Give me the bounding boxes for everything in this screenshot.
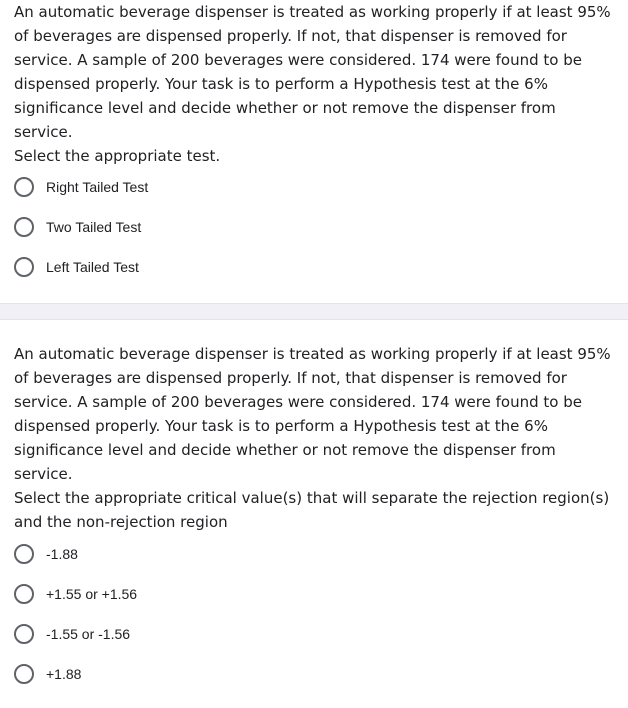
radio-unchecked-icon[interactable]	[14, 177, 34, 197]
options-list	[14, 534, 137, 694]
radio-unchecked-icon[interactable]	[14, 584, 34, 604]
question-card-1	[0, 0, 628, 303]
radio-unchecked-icon[interactable]	[14, 624, 34, 644]
option-right-tailed-test[interactable]	[14, 167, 148, 207]
option-minus-1-88[interactable]	[14, 534, 137, 574]
option-plus-1-55-or-plus-1-56[interactable]	[14, 574, 137, 614]
option-left-tailed-test[interactable]	[14, 247, 148, 287]
question-card-2	[0, 320, 628, 708]
card-separator	[0, 303, 628, 320]
question-text: An automatic beverage dispenser is treated as working properly if at least 95% of beverages are dispensed properly. If not, that dispenser is removed for service. A sample of 200 beverages were considered. 174 were found to be dispensed properly. Your task is to perform a Hypothesis test at the 6% significance level and decide whether or not remove the dispenser from service. Select the appropriate test.	[14, 3, 611, 165]
option-two-tailed-test[interactable]	[14, 207, 148, 247]
question-text: An automatic beverage dispenser is treated as working properly if at least 95% of beverages are dispensed properly. If not, that dispenser is removed for service. A sample of 200 beverages were considered. 174 were found to be dispensed properly. Your task is to perform a Hypothesis test at the 6% significance level and decide whether or not remove the dispenser from service. Select the appropriate critical value(s) that will separate the rejection region(s) and the non-rejection region	[14, 345, 611, 531]
radio-unchecked-icon[interactable]	[14, 544, 34, 564]
option-label: Two Tailed Test	[46, 219, 142, 235]
option-label: Left Tailed Test	[46, 259, 139, 275]
options-list	[14, 167, 148, 287]
option-minus-1-55-or-minus-1-56[interactable]	[14, 614, 137, 654]
option-label: +1.88	[46, 666, 82, 682]
radio-unchecked-icon[interactable]	[14, 257, 34, 277]
radio-unchecked-icon[interactable]	[14, 664, 34, 684]
option-label: -1.88	[46, 546, 78, 562]
option-plus-1-88[interactable]	[14, 654, 137, 694]
option-label: +1.55 or +1.56	[46, 586, 138, 602]
option-label: -1.55 or -1.56	[46, 626, 131, 642]
radio-unchecked-icon[interactable]	[14, 217, 34, 237]
option-label: Right Tailed Test	[46, 179, 149, 195]
